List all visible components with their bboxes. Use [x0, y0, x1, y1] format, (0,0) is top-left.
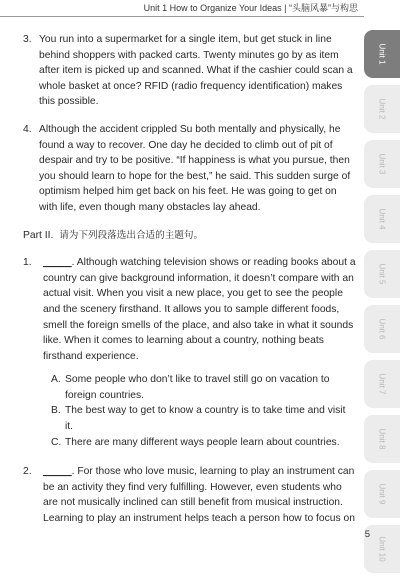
option-text: There are many different ways people learn about countries. — [65, 436, 340, 448]
option-letter: A. — [51, 374, 61, 386]
tab-unit-8[interactable] — [364, 415, 400, 463]
unit-tabs — [364, 30, 400, 580]
tab-label: Unit 7 — [377, 373, 387, 395]
item-number: 4. — [23, 123, 32, 135]
answer-blank: _____ — [43, 257, 72, 269]
tab-unit-5[interactable] — [364, 250, 400, 298]
answer-blank: _____ — [43, 466, 72, 478]
item-paragraph: You run into a supermarket for a single item, but get stuck in line behind shoppers with packed carts. Twenty minutes go by as item after item is picked up and scanned. What if the cashier could scan a whole basket at once? RFID (radio frequency identification) makes this possible. — [39, 34, 353, 108]
part-label: Part II. — [23, 229, 54, 241]
item-number: 1. — [23, 257, 32, 269]
paragraph-text: . For those who love music, learning to play an instrument can be an activity they find very fulfilling. However, even students who are not musically inclined can still benefit from musical instruction. Learning to play an instrument helps teach a person how to focus on — [43, 466, 355, 525]
tab-label: Unit 4 — [377, 208, 387, 230]
tab-unit-9[interactable] — [364, 470, 400, 518]
item-paragraph: Although the accident crippled Su both mentally and physically, he found a way to recover. One day he decided to climb out of pit of despair and try to be positive. “If happiness is what you pursue, then you should learn to hope for the best,” he said. This sudden surge of optimism helped him get back on his feet. He was going to get on with life, even though many obstacles lay ahead. — [39, 123, 351, 213]
part-instruction: 请为下列段落选出合适的主题句。 — [59, 229, 204, 241]
tab-unit-7[interactable] — [364, 360, 400, 408]
tab-label: Unit 9 — [377, 483, 387, 505]
option-a — [51, 372, 356, 403]
option-letter: B. — [51, 405, 61, 417]
tab-unit-3[interactable] — [364, 140, 400, 188]
answer-options — [51, 372, 356, 450]
option-c — [51, 435, 356, 451]
tab-unit-2[interactable] — [364, 85, 400, 133]
tab-label: Unit 10 — [377, 536, 387, 562]
tab-unit-4[interactable] — [364, 195, 400, 243]
running-header — [0, 0, 364, 17]
option-text: The best way to get to know a country is to take time and visit it. — [65, 405, 346, 433]
tab-label: Unit 6 — [377, 318, 387, 340]
tab-label: Unit 1 — [377, 43, 387, 65]
main-content — [23, 32, 356, 539]
tab-unit-1[interactable] — [364, 30, 400, 78]
exercise-item-3 — [23, 32, 356, 110]
header-title: Unit 1 How to Organize Your Ideas | “头脑风暴”与构思 — [143, 3, 358, 13]
option-text: Some people who don’t like to travel still go on vacation to foreign countries. — [65, 374, 330, 401]
tab-unit-6[interactable] — [364, 305, 400, 353]
part-heading — [23, 228, 356, 244]
exercise-item-4 — [23, 122, 356, 216]
item-paragraph — [43, 464, 356, 526]
part2-item-2 — [23, 464, 356, 526]
option-b — [51, 403, 356, 434]
tab-label: Unit 2 — [377, 98, 387, 120]
item-number: 2. — [23, 466, 32, 478]
tab-label: Unit 8 — [377, 428, 387, 450]
option-letter: C. — [51, 436, 62, 448]
item-number: 3. — [23, 34, 32, 45]
page-number: 5 — [364, 529, 370, 540]
tab-label: Unit 5 — [377, 263, 387, 285]
tab-label: Unit 3 — [377, 153, 387, 175]
paragraph-text: . Although watching television shows or reading books about a country can give background information, it doesn’t compare with an actual visit. When you visit a new place, you get to see the people and the scenery firsthand. It allows you to sample different foods, smell the foreign smells of the place, and also take in what it sounds like. When it comes to learning about a country, nothing beats firsthand experience. — [43, 257, 356, 362]
part2-item-1 — [23, 255, 356, 364]
item-paragraph — [43, 255, 356, 364]
